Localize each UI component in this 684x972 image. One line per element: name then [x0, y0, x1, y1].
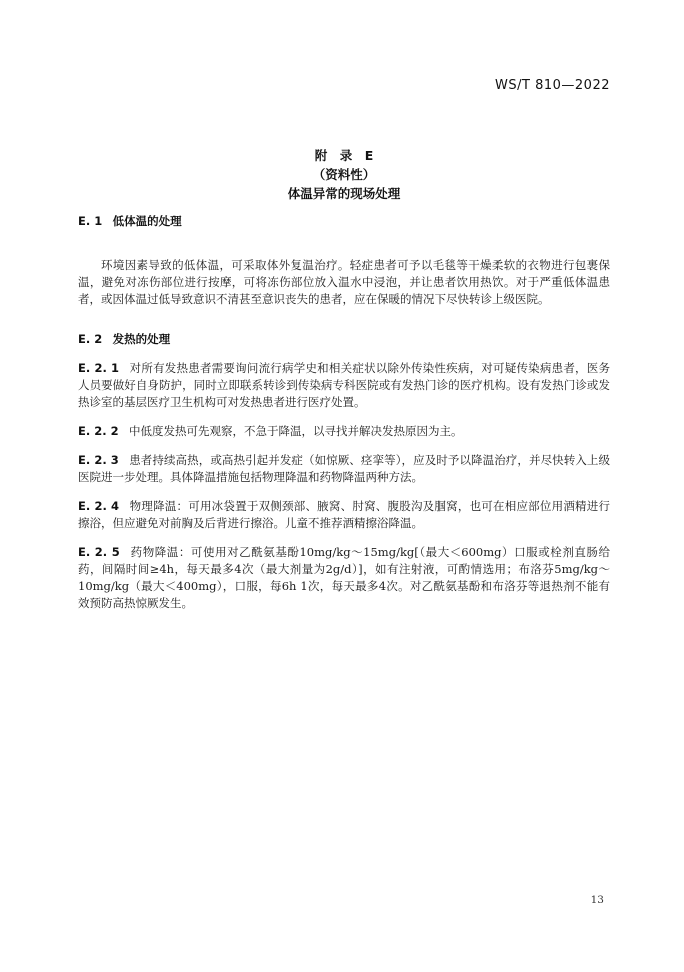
section-number-e2: E. 2 [78, 332, 103, 346]
clause-text-e2-1: 对所有发热患者需要询问流行病学史和相关症状以除外传染性疾病，对可疑传染病患者，医务人员要做好自身防护，同时立即联系转诊到传染病专科医院或有发热门诊的医疗机构。设有发热门诊或发热诊室的基层医疗卫生机构可对发热患者进行医疗处置。 [78, 361, 611, 409]
clause-text-e2-2: 中低度发热可先观察，不急于降温，以寻找并解决发热原因为主。 [128, 424, 463, 438]
section-title-e1: 低体温的处理 [112, 214, 182, 228]
section-number-e1: E. 1 [78, 214, 103, 228]
clause-number-e2-2: E. 2. 2 [78, 424, 119, 438]
section-heading-e2 [78, 331, 610, 348]
doc-code: WS/T 810—2022 [495, 78, 610, 93]
appendix-note: （资料性） [312, 167, 376, 182]
clause-e2-4 [78, 498, 610, 532]
paragraph-e1: 环境因素导致的低体温，可采取体外复温治疗。轻症患者可予以毛毯等干燥柔软的衣物进行包裹保温，避免对冻伤部位进行按摩，可将冻伤部位放入温水中浸泡，并让患者饮用热饮。对于严重低体温患者，或因体温过低导致意识不清甚至意识丧失的患者，应在保暖的情况下尽快转诊上级医院。 [78, 258, 610, 306]
clause-number-e2-3: E. 2. 3 [78, 453, 119, 467]
appendix-title: 体温异常的现场处理 [287, 186, 401, 201]
appendix-label: 附 录 E [314, 148, 374, 163]
document-content [78, 0, 610, 612]
clause-number-e2-1: E. 2. 1 [78, 361, 120, 375]
clause-text-e2-3: 患者持续高热，或高热引起并发症（如惊厥、痉挛等），应及时予以降温治疗，并尽快转入上级医院进一步处理。具体降温措施包括物理降温和药物降温两种方法。 [78, 453, 610, 484]
clause-e2-3 [78, 452, 610, 486]
clause-text-e2-5: 药物降温：可使用对乙酰氨基酚10mg/kg～15mg/kg[（最大＜600mg）口服或栓剂直肠给药，间隔时间≥4h，每天最多4次（最大剂量为2g/d）]，如有注射液，可酌情选用；布洛芬5mg/kg～10mg/kg（最大＜400mg），口服，每6h 1次，每天最多4次。对乙酰氨基酚和布洛芬等退热剂不能有效预防高热惊厥发生。 [78, 545, 610, 610]
clause-e2-1 [78, 360, 610, 411]
clause-e2-5 [78, 544, 610, 612]
section-title-e2: 发热的处理 [112, 332, 171, 346]
page-number: 13 [590, 894, 604, 906]
clause-number-e2-5: E. 2. 5 [78, 545, 120, 559]
clause-e2-2 [78, 423, 610, 440]
section-heading-e1 [78, 213, 610, 230]
page-footer [591, 894, 604, 906]
appendix-title-block [78, 146, 610, 203]
clause-number-e2-4: E. 2. 4 [78, 499, 120, 513]
clause-text-e2-4: 物理降温：可用冰袋置于双侧颈部、腋窝、肘窝、腹股沟及腘窝，也可在相应部位用酒精进行擦浴，但应避免对前胸及后背进行擦浴。儿童不推荐酒精擦浴降温。 [78, 499, 611, 530]
